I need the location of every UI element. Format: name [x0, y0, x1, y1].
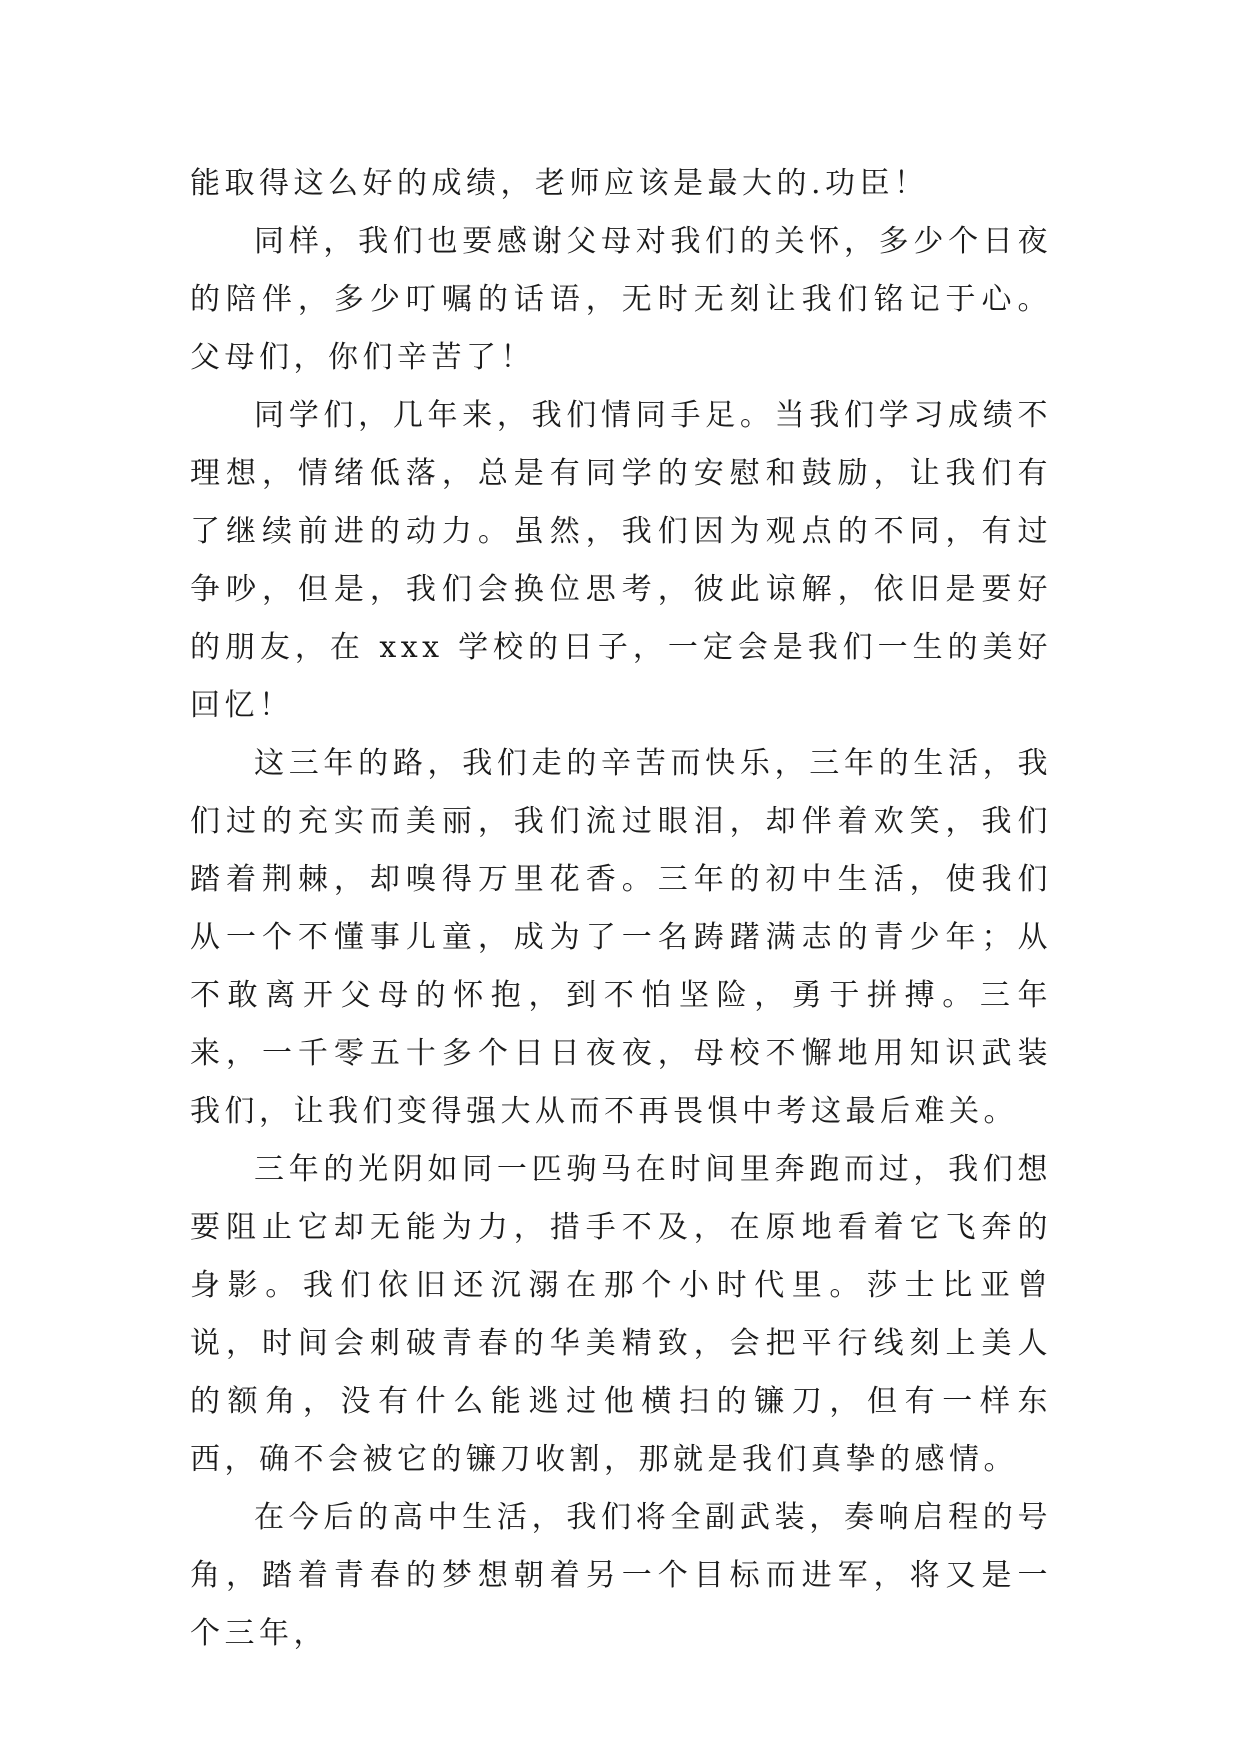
- paragraph-6: 在今后的高中生活，我们将全副武装，奏响启程的号角，踏着青春的梦想朝着另一个目标而进军，将又是一个三年，: [190, 1500, 1052, 1651]
- document-body: [190, 155, 1052, 1663]
- paragraph-5: 三年的光阴如同一匹驹马在时间里奔跑而过，我们想要阻止它却无能为力，措手不及，在原地看着它飞奔的身影。我们依旧还沉溺在那个小时代里。莎士比亚曾说，时间会刺破青春的华美精致，会把平行线刻上美人的额角，没有什么能逃过他横扫的镰刀，但有一样东西，确不会被它的镰刀收割，那就是我们真挚的感情。: [190, 1152, 1052, 1477]
- paragraph-3: 同学们，几年来，我们情同手足。当我们学习成绩不理想，情绪低落，总是有同学的安慰和鼓励，让我们有了继续前进的动力。虽然，我们因为观点的不同，有过争吵，但是，我们会换位思考，彼此谅解，依旧是要好的朋友，在 xxx 学校的日子，一定会是我们一生的美好回忆！: [190, 398, 1052, 723]
- paragraph-2: 同样，我们也要感谢父母对我们的关怀，多少个日夜的陪伴，多少叮嘱的话语，无时无刻让我们铭记于心。父母们，你们辛苦了！: [190, 224, 1052, 375]
- paragraph-4: 这三年的路，我们走的辛苦而快乐，三年的生活，我们过的充实而美丽，我们流过眼泪，却伴着欢笑，我们踏着荆棘，却嗅得万里花香。三年的初中生活，使我们从一个不懂事儿童，成为了一名踌躇满志的青少年；从不敢离开父母的怀抱，到不怕坚险，勇于拼搏。三年来，一千零五十多个日日夜夜，母校不懈地用知识武装我们，让我们变得强大从而不再畏惧中考这最后难关。: [190, 746, 1052, 1129]
- paragraph-1: 能取得这么好的成绩，老师应该是最大的.功臣！: [190, 166, 929, 201]
